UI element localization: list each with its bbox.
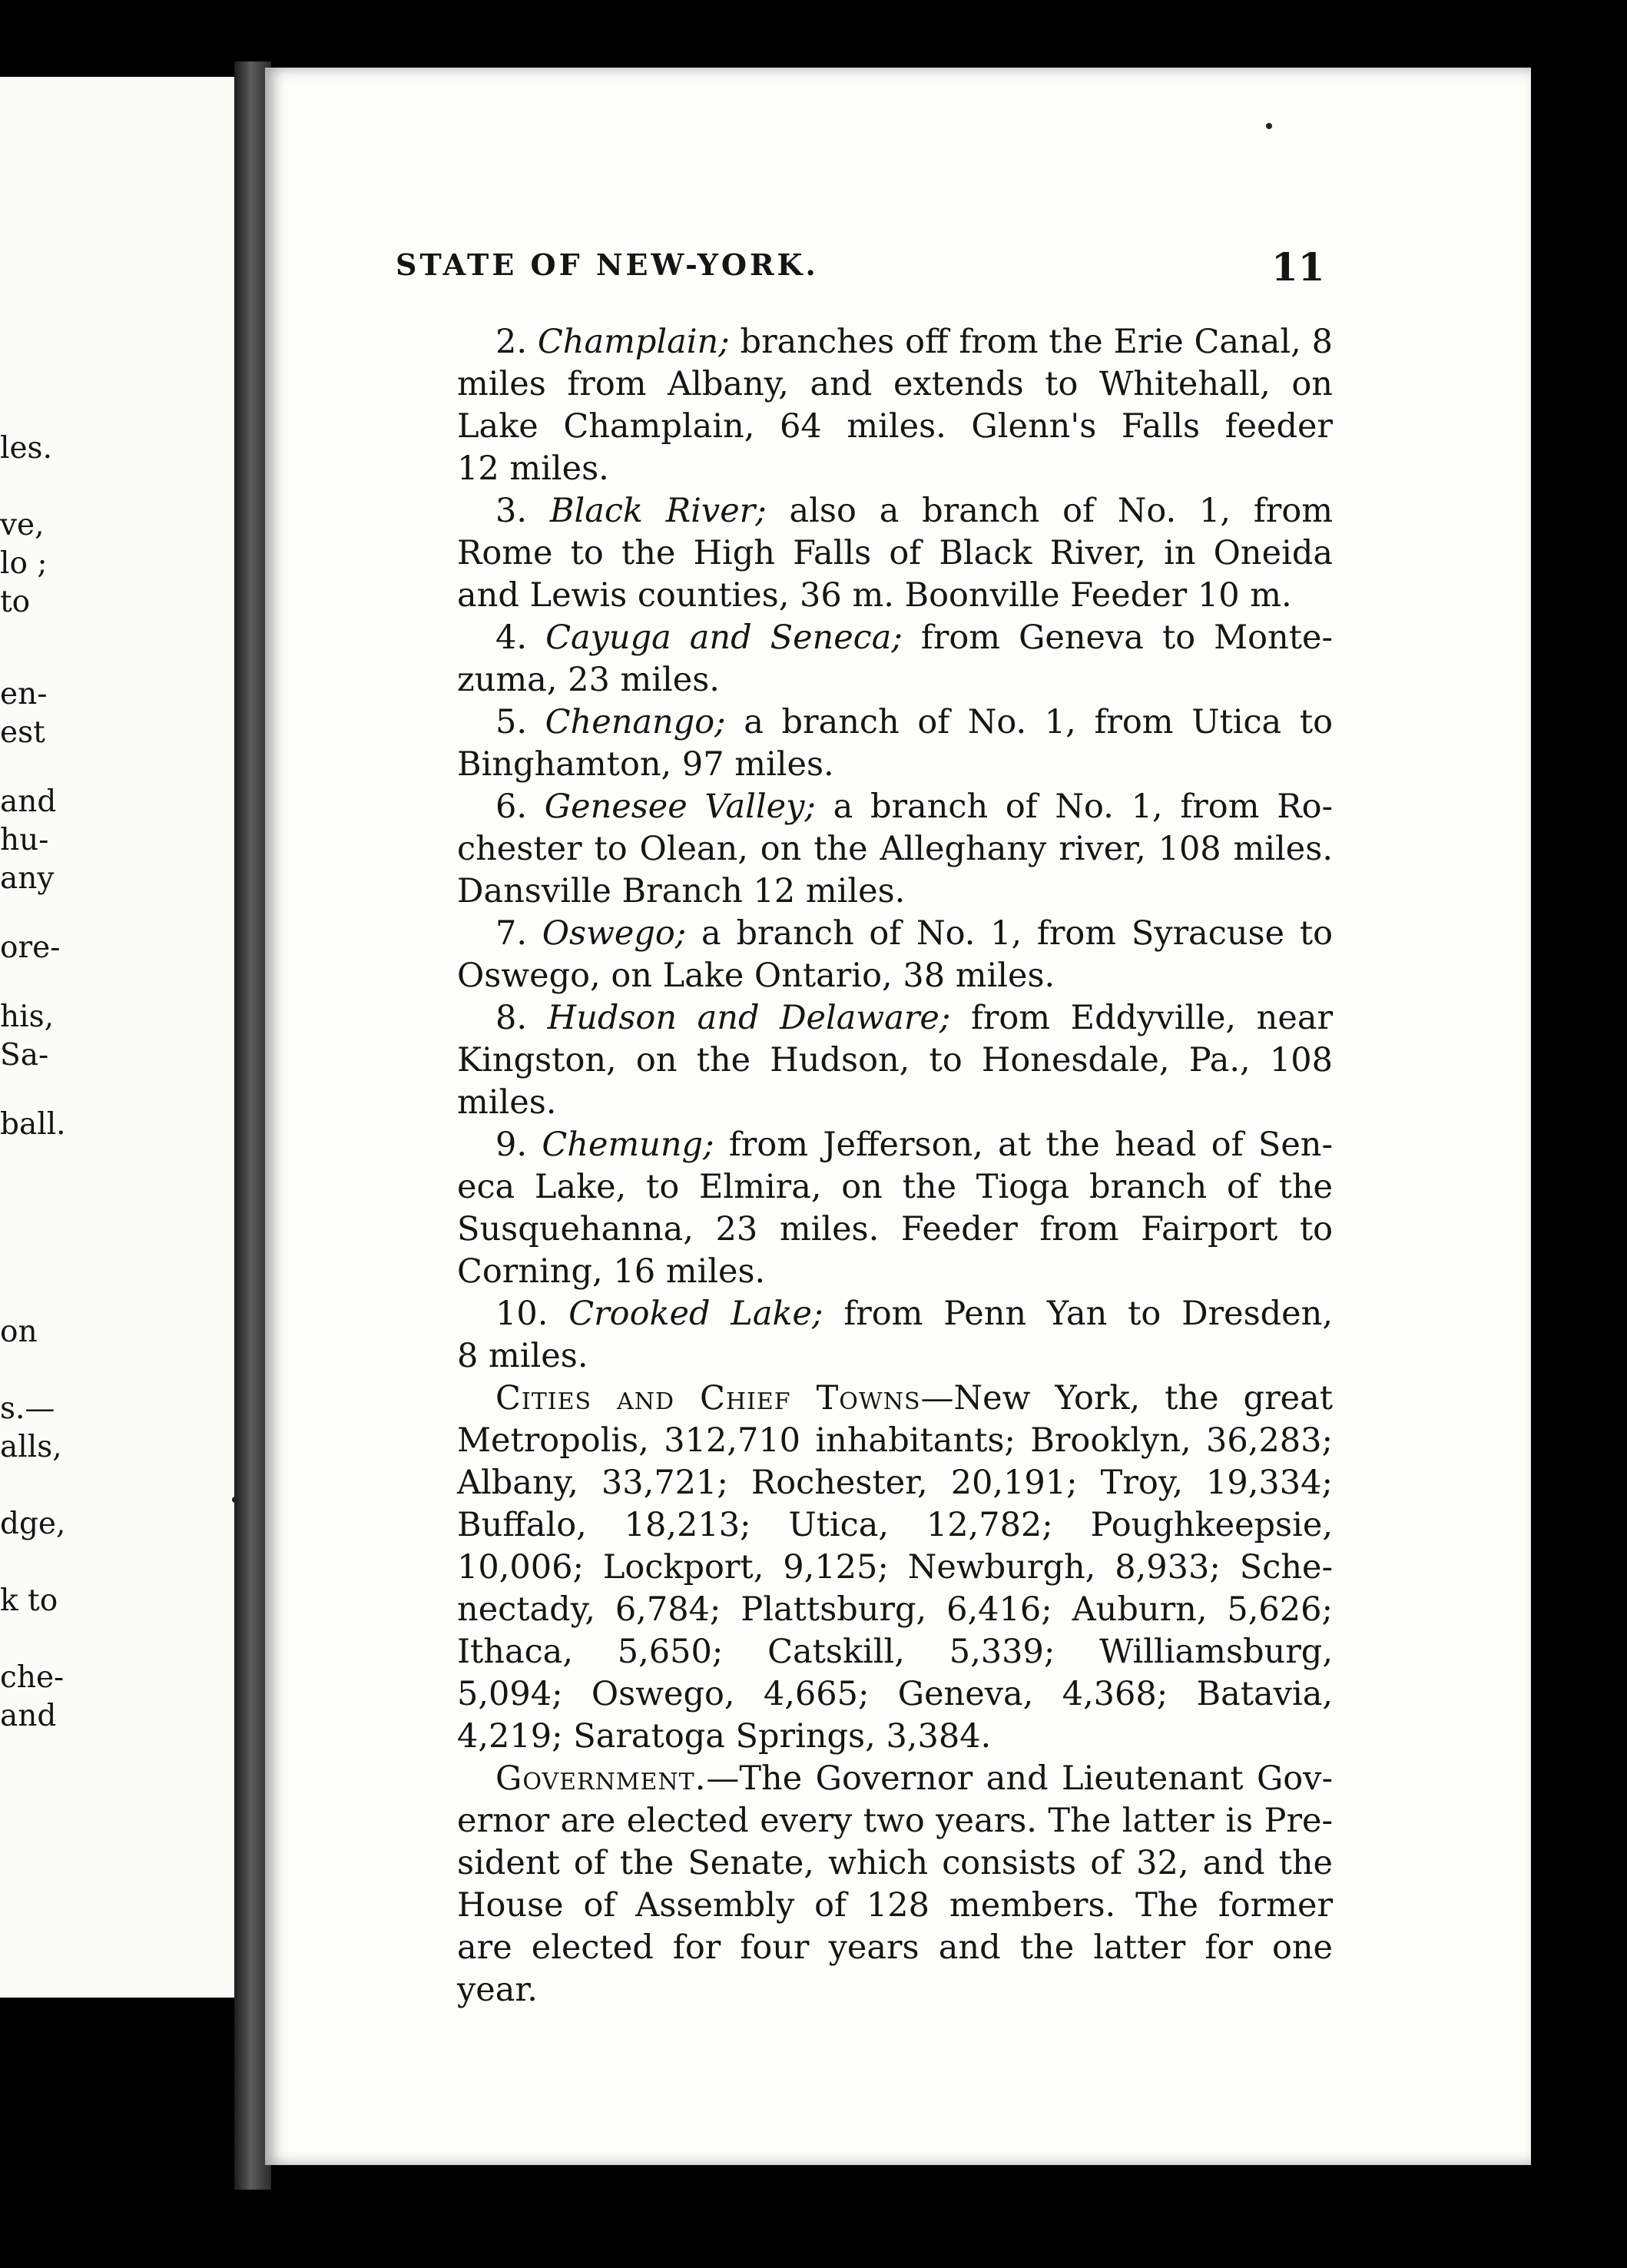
left-page-fragment: hu-	[0, 823, 49, 857]
canal-text: branches off from the Erie Canal, 8	[740, 323, 1333, 361]
government-line: sident of the Senate, which consists of 32, and the	[457, 1844, 1333, 1882]
canal-number: 10.	[495, 1295, 548, 1333]
canal-entry	[457, 1293, 1333, 1378]
cities-line: Metropolis, 312,710 inhabitants; Brooklyn, 36,283;	[457, 1421, 1333, 1460]
canal-text: from Jefferson, at the head of Sen-	[728, 1126, 1333, 1164]
speck-mark	[1266, 123, 1272, 129]
canal-entry	[457, 321, 1333, 490]
left-page-fragment: any	[0, 861, 55, 896]
canal-first-line	[457, 490, 1333, 532]
canal-name: Crooked Lake;	[568, 1295, 823, 1333]
left-page-fragment: les.	[0, 431, 52, 466]
government-line-0	[457, 1758, 1333, 1800]
cities-line: Buffalo, 18,213; Utica, 12,782; Poughkeepsie,	[457, 1506, 1333, 1544]
left-page-fragment: on	[0, 1315, 38, 1349]
left-page-fragment: ore-	[0, 930, 61, 965]
left-page-fragment: che-	[0, 1660, 65, 1695]
canal-line: Susquehanna, 23 miles. Feeder from Fairport to	[457, 1210, 1333, 1248]
government-line: are elected for four years and the latter for one year.	[457, 1928, 1333, 2009]
canal-first-line	[457, 913, 1333, 955]
canal-number: 2.	[495, 323, 528, 361]
government-heading: Government.	[495, 1759, 707, 1798]
canal-entry	[457, 1124, 1333, 1293]
left-page-fragment: est	[0, 715, 45, 750]
left-page-fragment: ve,	[0, 508, 45, 542]
canal-line: Rome to the High Falls of Black River, in Oneida	[457, 534, 1333, 572]
canal-line: and Lewis counties, 36 m. Boonville Feeder 10 m.	[457, 576, 1292, 615]
canal-line: miles from Albany, and extends to Whitehall, on	[457, 365, 1333, 403]
canal-line: zuma, 23 miles.	[457, 661, 720, 699]
cities-line: Albany, 33,721; Rochester, 20,191; Troy, 19,334;	[457, 1464, 1333, 1502]
canal-number: 7.	[495, 914, 528, 953]
government-paragraph	[457, 1758, 1333, 2011]
left-page-fragment: alls,	[0, 1430, 62, 1464]
canal-text: also a branch of No. 1, from	[789, 492, 1333, 530]
canal-name: Chenango;	[545, 703, 726, 741]
running-head: STATE OF NEW-YORK.	[396, 247, 819, 282]
cities-line: 10,006; Lockport, 9,125; Newburgh, 8,933; Sche-	[457, 1548, 1333, 1587]
canal-first-line	[457, 1293, 1333, 1335]
left-page-fragment: k to	[0, 1583, 58, 1618]
left-page-fragment: ball.	[0, 1107, 66, 1142]
page-number: 11	[1271, 244, 1325, 290]
canal-line: Corning, 16 miles.	[457, 1252, 766, 1291]
canal-list	[457, 321, 1333, 1378]
left-page-fragment: and	[0, 1699, 57, 1733]
canal-line: chester to Olean, on the Alleghany river, 108 miles.	[457, 830, 1333, 868]
canal-name: Cayuga and Seneca;	[545, 618, 903, 657]
canal-text: from Eddyville, near	[970, 999, 1334, 1037]
left-page	[0, 77, 238, 1998]
canal-text: a branch of No. 1, from Ro-	[833, 788, 1333, 826]
canal-name: Chemung;	[542, 1126, 714, 1164]
canal-name: Oswego;	[542, 914, 687, 953]
canal-name: Hudson and Delaware;	[547, 999, 951, 1037]
left-page-fragment: dge,	[0, 1507, 66, 1541]
left-page-fragment: to	[0, 585, 31, 619]
cities-line: nectady, 6,784; Plattsburg, 6,416; Auburn, 5,626;	[457, 1590, 1333, 1629]
canal-number: 4.	[495, 618, 528, 657]
left-page-fragment: and	[0, 784, 57, 819]
government-line: ernor are elected every two years. The latter is Pre-	[457, 1802, 1333, 1840]
left-page-fragment: en-	[0, 677, 48, 711]
canal-line: Dansville Branch 12 miles.	[457, 872, 906, 910]
canal-line: Binghamton, 97 miles.	[457, 745, 834, 784]
canal-number: 9.	[495, 1126, 528, 1164]
canal-text: from Penn Yan to Dresden,	[843, 1295, 1333, 1333]
canal-entry	[457, 913, 1333, 997]
canal-first-line	[457, 701, 1333, 744]
canal-text: a branch of No. 1, from Utica to	[744, 703, 1333, 741]
canal-entry	[457, 701, 1333, 786]
speck-mark	[232, 1497, 238, 1503]
canal-number: 8.	[495, 999, 528, 1037]
body-text	[457, 321, 1333, 2011]
left-page-fragment: Sa-	[0, 1038, 49, 1073]
canal-first-line	[457, 321, 1333, 363]
canal-line: 12 miles.	[457, 449, 609, 488]
left-page-fragment: lo ;	[0, 546, 48, 581]
cities-paragraph	[457, 1378, 1333, 1758]
canal-entry	[457, 786, 1333, 913]
canal-first-line	[457, 1124, 1333, 1166]
government-first-line: —The Governor and Lieutenant Gov-	[706, 1759, 1333, 1798]
government-line: House of Assembly of 128 members. The former	[457, 1886, 1333, 1925]
canal-text: a branch of No. 1, from Syracuse to	[701, 914, 1333, 953]
canal-first-line	[457, 786, 1333, 828]
canal-number: 5.	[495, 703, 528, 741]
canal-entry	[457, 490, 1333, 617]
canal-entry	[457, 617, 1333, 701]
canal-line: 8 miles.	[457, 1337, 588, 1375]
cities-first-line: —New York, the great	[920, 1379, 1333, 1418]
cities-line-0	[457, 1378, 1333, 1420]
canal-entry	[457, 997, 1333, 1124]
canal-first-line	[457, 997, 1333, 1040]
canal-name: Genesee Valley;	[544, 788, 816, 826]
canal-line: miles.	[457, 1083, 557, 1122]
canal-name: Champlain;	[537, 323, 730, 361]
canal-text: from Geneva to Monte-	[920, 618, 1334, 657]
cities-line: 5,094; Oswego, 4,665; Geneva, 4,368; Batavia,	[457, 1675, 1333, 1713]
left-page-fragment: his,	[0, 1000, 55, 1034]
cities-line: 4,219; Saratoga Springs, 3,384.	[457, 1717, 992, 1756]
canal-number: 3.	[495, 492, 528, 530]
canal-first-line	[457, 617, 1333, 659]
canal-line: Kingston, on the Hudson, to Honesdale, Pa., 108	[457, 1041, 1333, 1079]
canal-number: 6.	[495, 788, 528, 826]
canal-line: eca Lake, to Elmira, on the Tioga branch of the	[457, 1168, 1333, 1206]
canal-line: Oswego, on Lake Ontario, 38 miles.	[457, 957, 1055, 995]
canal-line: Lake Champlain, 64 miles. Glenn's Falls feeder	[457, 407, 1333, 446]
cities-line: Ithaca, 5,650; Catskill, 5,339; Williamsburg,	[457, 1633, 1333, 1671]
canal-name: Black River;	[549, 492, 767, 530]
left-page-fragment: s.—	[0, 1391, 55, 1426]
cities-heading: Cities and Chief Towns	[495, 1379, 921, 1418]
